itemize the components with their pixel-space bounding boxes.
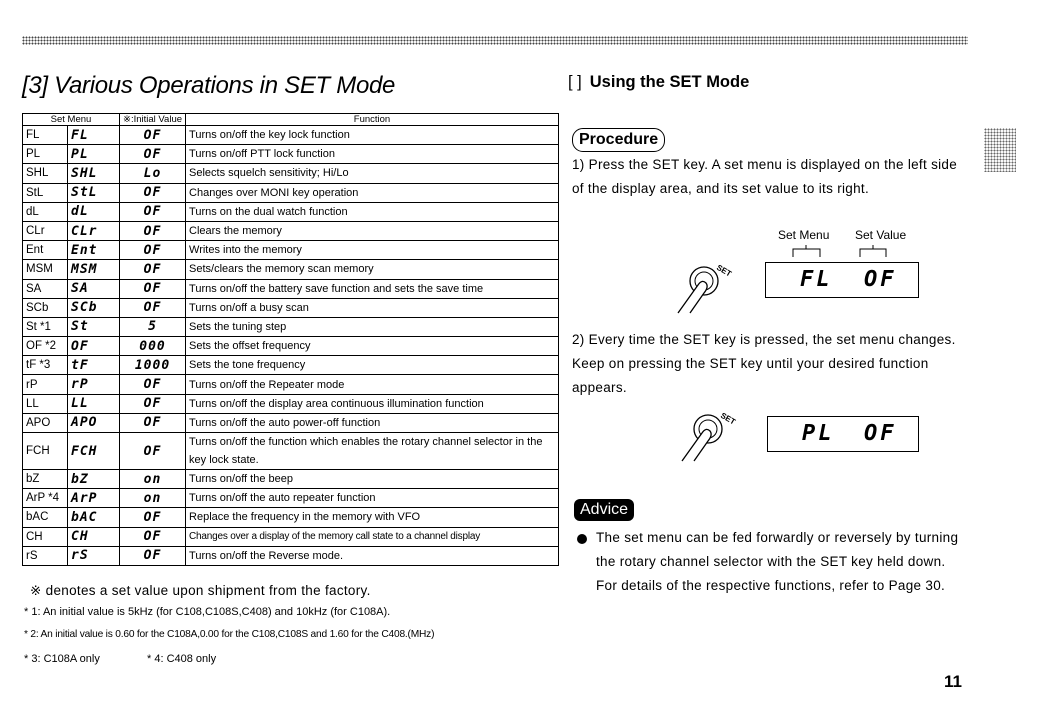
set-menu-display: rS	[68, 546, 120, 565]
initial-value: on	[120, 489, 186, 508]
initial-value: OF	[120, 394, 186, 413]
function-description: Turns on/off a busy scan	[186, 298, 559, 317]
set-menu-display: CH	[68, 527, 120, 546]
section-title	[568, 73, 749, 92]
set-menu-code: dL	[23, 202, 68, 221]
set-menu-display: tF	[68, 356, 120, 375]
table-row	[23, 527, 559, 546]
initial-value: OF	[120, 260, 186, 279]
lcd-label-brackets	[790, 245, 890, 259]
initial-value: 000	[120, 337, 186, 356]
table-row	[23, 164, 559, 183]
set-menu-display: FL	[68, 126, 120, 145]
section-title-text: Using the SET Mode	[589, 73, 750, 91]
set-menu-code: LL	[23, 394, 68, 413]
set-menu-code: FCH	[23, 433, 68, 470]
set-key-finger-icon	[668, 255, 738, 317]
table-header-row	[23, 114, 559, 126]
set-menu-display: StL	[68, 183, 120, 202]
set-menu-display: APO	[68, 413, 120, 432]
initial-value: OF	[120, 183, 186, 202]
lcd-1-value: OF	[864, 267, 897, 292]
table-row	[23, 260, 559, 279]
function-description: Turns on/off the battery save function and sets the save time	[186, 279, 559, 298]
set-menu-code: MSM	[23, 260, 68, 279]
section-bracket: [ ]	[568, 73, 582, 91]
set-menu-code: APO	[23, 413, 68, 432]
table-row	[23, 202, 559, 221]
function-description: Sets the tuning step	[186, 317, 559, 336]
set-menu-table	[22, 113, 559, 566]
function-description: Turns on/off the auto power-off function	[186, 413, 559, 432]
set-key-finger-icon-2	[672, 403, 742, 465]
set-menu-display: bZ	[68, 470, 120, 489]
table-row	[23, 470, 559, 489]
set-key-label-2: SET	[719, 410, 737, 427]
set-menu-code: CH	[23, 527, 68, 546]
set-menu-display: CLr	[68, 221, 120, 240]
set-menu-display: bAC	[68, 508, 120, 527]
page-number: 11	[944, 672, 962, 691]
set-menu-code: CLr	[23, 221, 68, 240]
lcd-display-1	[765, 262, 919, 298]
set-menu-code: tF *3	[23, 356, 68, 375]
table-row	[23, 489, 559, 508]
table-row	[23, 413, 559, 432]
function-description: Writes into the memory	[186, 241, 559, 260]
function-description: Replace the frequency in the memory with VFO	[186, 508, 559, 527]
step-1-text: 1) Press the SET key. A set menu is displayed on the left side of the display area, and its set value to its right.	[572, 157, 958, 196]
lcd-2-menu: PL	[802, 421, 835, 446]
function-description: Turns on/off the Reverse mode.	[186, 546, 559, 565]
set-menu-code: SCb	[23, 298, 68, 317]
function-description: Turns on the dual watch function	[186, 202, 559, 221]
initial-value: 1000	[120, 356, 186, 375]
initial-value: Lo	[120, 164, 186, 183]
set-menu-code: PL	[23, 145, 68, 164]
function-description: Turns on/off the auto repeater function	[186, 489, 559, 508]
initial-value-note: ※ denotes a set value upon shipment from the factory.	[30, 583, 371, 598]
set-menu-display: SHL	[68, 164, 120, 183]
table-row	[23, 241, 559, 260]
table-row	[23, 356, 559, 375]
function-description: Changes over a display of the memory call state to a channel display	[186, 527, 559, 546]
initial-value: on	[120, 470, 186, 489]
set-menu-code: rS	[23, 546, 68, 565]
set-menu-display: dL	[68, 202, 120, 221]
set-menu-display: OF	[68, 337, 120, 356]
function-description: Sets the tone frequency	[186, 356, 559, 375]
set-menu-display: Ent	[68, 241, 120, 260]
function-description: Turns on/off the key lock function	[186, 126, 559, 145]
table-row	[23, 126, 559, 145]
set-menu-display: PL	[68, 145, 120, 164]
footnote-3: * 3: C108A only	[24, 653, 100, 665]
set-menu-code: Ent	[23, 241, 68, 260]
initial-value: OF	[120, 126, 186, 145]
set-menu-code: StL	[23, 183, 68, 202]
initial-value: OF	[120, 145, 186, 164]
set-menu-code: ArP *4	[23, 489, 68, 508]
table-row	[23, 394, 559, 413]
initial-value: OF	[120, 202, 186, 221]
set-menu-code: SA	[23, 279, 68, 298]
function-description: Turns on/off the Repeater mode	[186, 375, 559, 394]
initial-value: OF	[120, 527, 186, 546]
initial-value: OF	[120, 433, 186, 470]
set-menu-code: St *1	[23, 317, 68, 336]
table-row	[23, 183, 559, 202]
table-row	[23, 145, 559, 164]
page-edge-marker	[984, 128, 1016, 172]
table-row	[23, 317, 559, 336]
table-row	[23, 433, 559, 470]
lcd-label-set-value: Set Value	[855, 228, 907, 242]
top-dotted-rule	[22, 36, 968, 45]
function-description: Turns on/off the function which enables the rotary channel selector in the key lock state.	[186, 433, 559, 470]
set-menu-display: SA	[68, 279, 120, 298]
set-menu-display: MSM	[68, 260, 120, 279]
function-description: Sets/clears the memory scan memory	[186, 260, 559, 279]
footnote-2: * 2: An initial value is 0.60 for the C108A,0.00 for the C108,C108S and 1.60 for the C408.(MHz)	[24, 629, 435, 640]
set-menu-code: bAC	[23, 508, 68, 527]
set-menu-display: LL	[68, 394, 120, 413]
table-row	[23, 337, 559, 356]
initial-value: OF	[120, 508, 186, 527]
lcd-display-2	[767, 416, 919, 452]
function-description: Turns on/off the beep	[186, 470, 559, 489]
initial-value: OF	[120, 279, 186, 298]
initial-value: OF	[120, 375, 186, 394]
header-set-menu: Set Menu	[23, 114, 120, 126]
table-row	[23, 279, 559, 298]
lcd-2-value: OF	[864, 421, 897, 446]
header-initial-value: ※:Initial Value	[120, 114, 186, 126]
initial-value: OF	[120, 241, 186, 260]
initial-value: OF	[120, 546, 186, 565]
set-key-label: SET	[715, 262, 733, 279]
table-row	[23, 508, 559, 527]
set-menu-display: rP	[68, 375, 120, 394]
initial-value: 5	[120, 317, 186, 336]
function-description: Turns on/off the display area continuous illumination function	[186, 394, 559, 413]
lcd-label-set-menu: Set Menu	[778, 228, 830, 242]
table-row	[23, 298, 559, 317]
set-menu-display: SCb	[68, 298, 120, 317]
set-menu-code: bZ	[23, 470, 68, 489]
initial-value: OF	[120, 413, 186, 432]
set-menu-code: FL	[23, 126, 68, 145]
table-row	[23, 375, 559, 394]
set-menu-display: St	[68, 317, 120, 336]
lcd-1-menu: FL	[800, 267, 833, 292]
set-menu-code: rP	[23, 375, 68, 394]
set-menu-code: OF *2	[23, 337, 68, 356]
table-row	[23, 221, 559, 240]
set-menu-display: FCH	[68, 433, 120, 470]
footnote-1: * 1: An initial value is 5kHz (for C108,C108S,C408) and 10kHz (for C108A).	[24, 606, 391, 618]
procedure-label: Procedure	[572, 128, 665, 152]
set-menu-code: SHL	[23, 164, 68, 183]
function-description: Changes over MONI key operation	[186, 183, 559, 202]
set-menu-display: ArP	[68, 489, 120, 508]
function-description: Selects squelch sensitivity; Hi/Lo	[186, 164, 559, 183]
table-row	[23, 546, 559, 565]
function-description: Turns on/off PTT lock function	[186, 145, 559, 164]
initial-value: OF	[120, 298, 186, 317]
function-description: Clears the memory	[186, 221, 559, 240]
advice-label: Advice	[574, 499, 634, 521]
advice-text: The set menu can be fed forwardly or reversely by turning the rotary channel selector with the SET key held down. For details of the respective functions, refer to Page 30.	[596, 530, 959, 593]
header-function: Function	[186, 114, 559, 126]
page-title: [3] Various Operations in SET Mode	[22, 72, 396, 99]
initial-value: OF	[120, 221, 186, 240]
bullet-icon	[577, 534, 587, 544]
step-2-text: 2) Every time the SET key is pressed, the set menu changes. Keep on pressing the SET key until your desired function appears.	[572, 332, 956, 395]
function-description: Sets the offset frequency	[186, 337, 559, 356]
footnote-4: * 4: C408 only	[147, 653, 217, 665]
